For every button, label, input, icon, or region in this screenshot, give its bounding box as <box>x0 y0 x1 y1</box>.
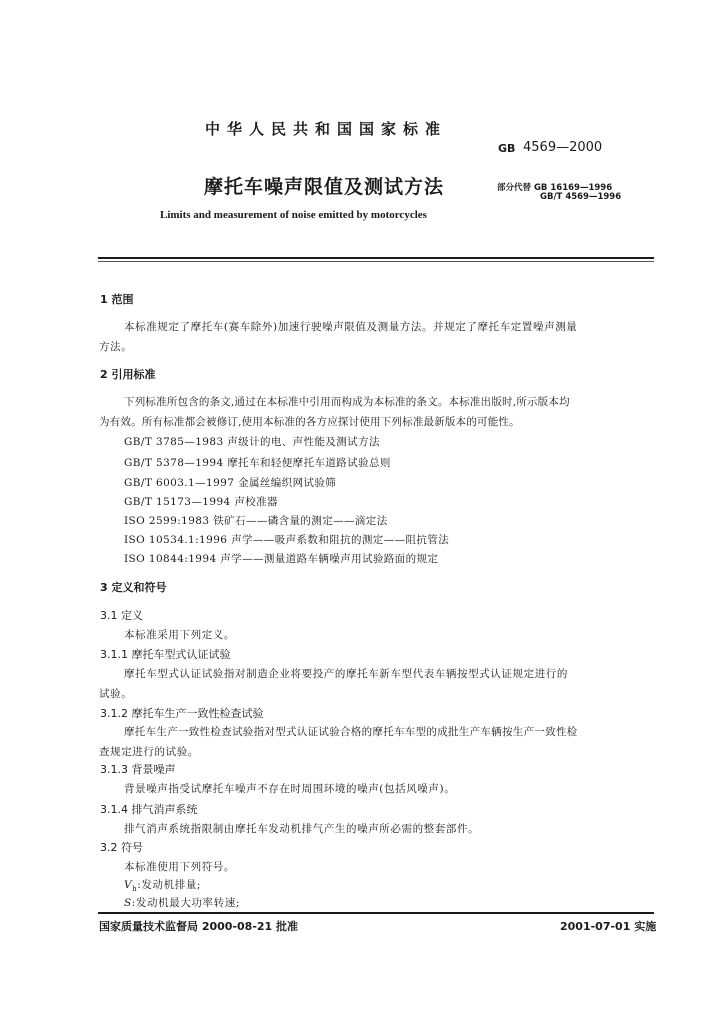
section-3-1-4-para: 排气消声系统指限制由摩托车发动机排气产生的噪声所必需的整套部件。 <box>124 823 480 835</box>
std-prefix: GB <box>498 142 516 155</box>
symbol-item <box>124 895 240 910</box>
section-3-heading: 3 定义和符号 <box>100 581 167 594</box>
reference-item: GB/T 15173—1994 声校准器 <box>124 496 278 508</box>
section-3-1-1-para-line-2: 试验。 <box>99 688 133 700</box>
symbol-description: :发动机最大功率转速; <box>131 897 240 909</box>
section-3-2-heading: 3.2 符号 <box>100 841 143 854</box>
standard-org: 中华人民共和国国家标准 <box>205 120 448 138</box>
section-3-1-3-para: 背景噪声指受试摩托车噪声不存在时周围环境的噪声(包括风噪声)。 <box>124 783 456 795</box>
title-cn: 摩托车噪声限值及测试方法 <box>204 176 445 198</box>
replaces-line-1: 部分代替 GB 16169—1996 <box>497 183 613 193</box>
title-en: Limits and measurement of noise emitted by motorcycles <box>160 209 427 221</box>
section-3-2-para: 本标准使用下列符号。 <box>124 861 235 873</box>
symbol-description: :发动机排量; <box>137 879 202 891</box>
section-2-heading: 2 引用标准 <box>100 368 156 381</box>
section-2-para-line-1: 下列标准所包含的条文,通过在本标准中引用而构成为本标准的条文。本标准出版时,所示版本均 <box>124 396 570 408</box>
symbol-item <box>124 877 201 893</box>
section-3-1-4-heading: 3.1.4 排气消声系统 <box>100 803 198 816</box>
section-1-para-line-2: 方法。 <box>99 341 133 353</box>
reference-item: ISO 10844:1994 声学——测量道路车辆噪声用试验路面的规定 <box>124 553 439 565</box>
symbol-letter: S <box>124 897 132 909</box>
footer-rule <box>98 912 654 914</box>
section-2-para-line-2: 为有效。所有标准都会被修订,使用本标准的各方应探讨使用下列标准最新版本的可能性。 <box>99 416 520 428</box>
reference-item: ISO 2599:1983 铁矿石——磷含量的测定——滴定法 <box>124 515 388 527</box>
section-3-1-3-heading: 3.1.3 背景噪声 <box>100 763 176 776</box>
section-3-1-1-para-line-1: 摩托车型式认证试验指对制造企业将要投产的摩托车新车型代表车辆按型式认证规定进行的 <box>124 668 568 680</box>
approval-text: 国家质量技术监督局 2000-08-21 批准 <box>99 920 299 933</box>
std-number: 4569—2000 <box>523 140 603 155</box>
header-rule <box>98 257 654 259</box>
section-1-heading: 1 范围 <box>100 293 134 306</box>
section-3-1-heading: 3.1 定义 <box>100 609 143 622</box>
section-3-1-2-para-line-1: 摩托车生产一致性检查试验指对型式认证试验合格的摩托车车型的成批生产车辆按生产一致性检 <box>124 726 578 738</box>
reference-item: GB/T 3785—1983 声级计的电、声性能及测试方法 <box>124 436 380 448</box>
reference-item: GB/T 5378—1994 摩托车和轻便摩托车道路试验总则 <box>124 457 391 469</box>
symbol-letter: V <box>124 879 133 891</box>
replaces-line-2: GB/T 4569—1996 <box>540 192 622 202</box>
section-3-1-1-heading: 3.1.1 摩托车型式认证试验 <box>100 648 231 661</box>
header-rule-thin <box>98 261 654 262</box>
section-3-1-2-para-line-2: 查规定进行的试验。 <box>99 746 199 758</box>
section-3-1-para: 本标准采用下列定义。 <box>124 629 235 641</box>
implementation-text: 2001-07-01 实施 <box>560 920 657 933</box>
reference-item: GB/T 6003.1—1997 金属丝编织网试验筛 <box>124 477 337 489</box>
symbol-subscript: h <box>132 885 138 894</box>
section-3-1-2-heading: 3.1.2 摩托车生产一致性检查试验 <box>100 707 264 720</box>
reference-item: ISO 10534.1:1996 声学——吸声系数和阻抗的测定——阻抗管法 <box>124 534 450 546</box>
section-1-para-line-1: 本标准规定了摩托车(赛车除外)加速行驶噪声限值及测量方法。并规定了摩托车定置噪声测量 <box>124 321 578 333</box>
